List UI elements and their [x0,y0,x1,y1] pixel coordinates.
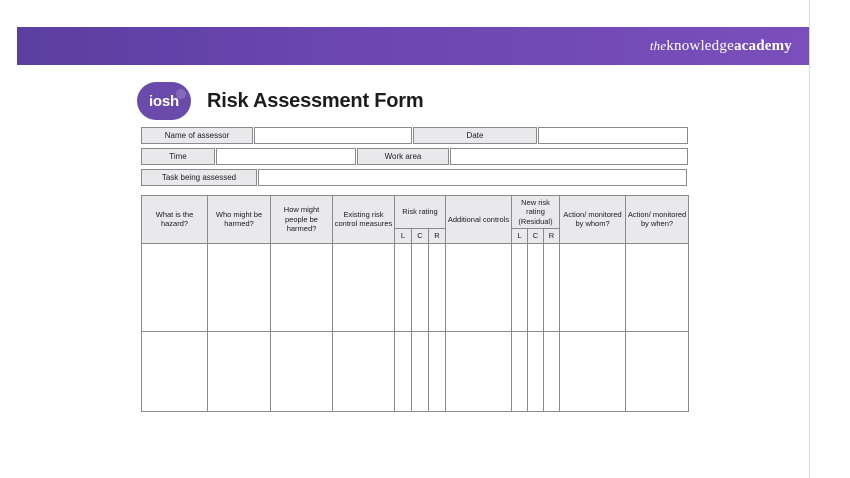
cell-newrisk-l[interactable] [512,243,528,331]
cell-action-by-when[interactable] [626,331,689,411]
task-label: Task being assessed [141,169,257,186]
task-input[interactable] [258,169,687,186]
field-row-time-workarea [141,148,688,165]
title-row [137,82,423,120]
col-risk-rating: Risk rating [395,196,446,229]
subhead-newrisk-l: L [512,229,528,243]
date-input[interactable] [538,127,688,144]
top-banner [17,27,809,65]
cell-how-harmed[interactable] [271,243,333,331]
cell-additional-controls[interactable] [446,243,512,331]
cell-risk-r[interactable] [429,331,446,411]
col-who-harmed: Who might be harmed? [208,196,271,244]
risk-assessment-table [141,195,689,412]
cell-risk-l[interactable] [395,243,412,331]
field-row-assessor-date [141,127,688,144]
document-body [17,65,809,460]
time-input[interactable] [216,148,356,165]
assessor-label: Name of assessor [141,127,253,144]
cell-who-harmed[interactable] [208,331,271,411]
cell-risk-c[interactable] [412,243,429,331]
cell-risk-c[interactable] [412,331,429,411]
col-existing-controls: Existing risk control measures [333,196,395,244]
cell-existing-controls[interactable] [333,243,395,331]
page-title: Risk Assessment Form [207,89,424,112]
cell-action-by-whom[interactable] [560,331,626,411]
col-action-by-when: Action/ monitored by when? [626,196,689,244]
cell-newrisk-l[interactable] [512,331,528,411]
brand-logo [650,38,809,55]
cell-hazard[interactable] [142,331,208,411]
brand-the: the [649,37,667,53]
cell-risk-l[interactable] [395,331,412,411]
col-additional-controls: Additional controls [446,196,512,244]
subhead-newrisk-c: C [528,229,544,243]
col-action-by-whom: Action/ monitored by whom? [560,196,626,244]
iosh-logo-icon [137,82,191,120]
brand-academy: academy [733,37,792,54]
cell-newrisk-r[interactable] [544,243,560,331]
field-row-task [141,169,688,186]
subhead-risk-l: L [395,229,412,243]
header-fields [141,127,688,190]
right-gutter [809,0,850,478]
cell-additional-controls[interactable] [446,331,512,411]
table-row [142,243,689,331]
iosh-logo-text: iosh [148,92,180,110]
assessor-input[interactable] [254,127,412,144]
date-label: Date [413,127,537,144]
cell-newrisk-r[interactable] [544,331,560,411]
cell-action-by-whom[interactable] [560,243,626,331]
cell-hazard[interactable] [142,243,208,331]
cell-newrisk-c[interactable] [528,331,544,411]
cell-existing-controls[interactable] [333,331,395,411]
col-how-harmed: How might people be harmed? [271,196,333,244]
cell-how-harmed[interactable] [271,331,333,411]
work-area-input[interactable] [450,148,688,165]
cell-who-harmed[interactable] [208,243,271,331]
time-label: Time [141,148,215,165]
brand-knowledge: knowledge [666,37,734,54]
cell-risk-r[interactable] [429,243,446,331]
subhead-risk-c: C [412,229,429,243]
subhead-newrisk-r: R [544,229,560,243]
col-new-risk-rating: New risk rating (Residual) [512,196,560,229]
col-hazard: What is the hazard? [142,196,208,244]
cell-newrisk-c[interactable] [528,243,544,331]
work-area-label: Work area [357,148,449,165]
subhead-risk-r: R [429,229,446,243]
table-row [142,331,689,411]
cell-action-by-when[interactable] [626,243,689,331]
table-header-row [142,196,689,229]
